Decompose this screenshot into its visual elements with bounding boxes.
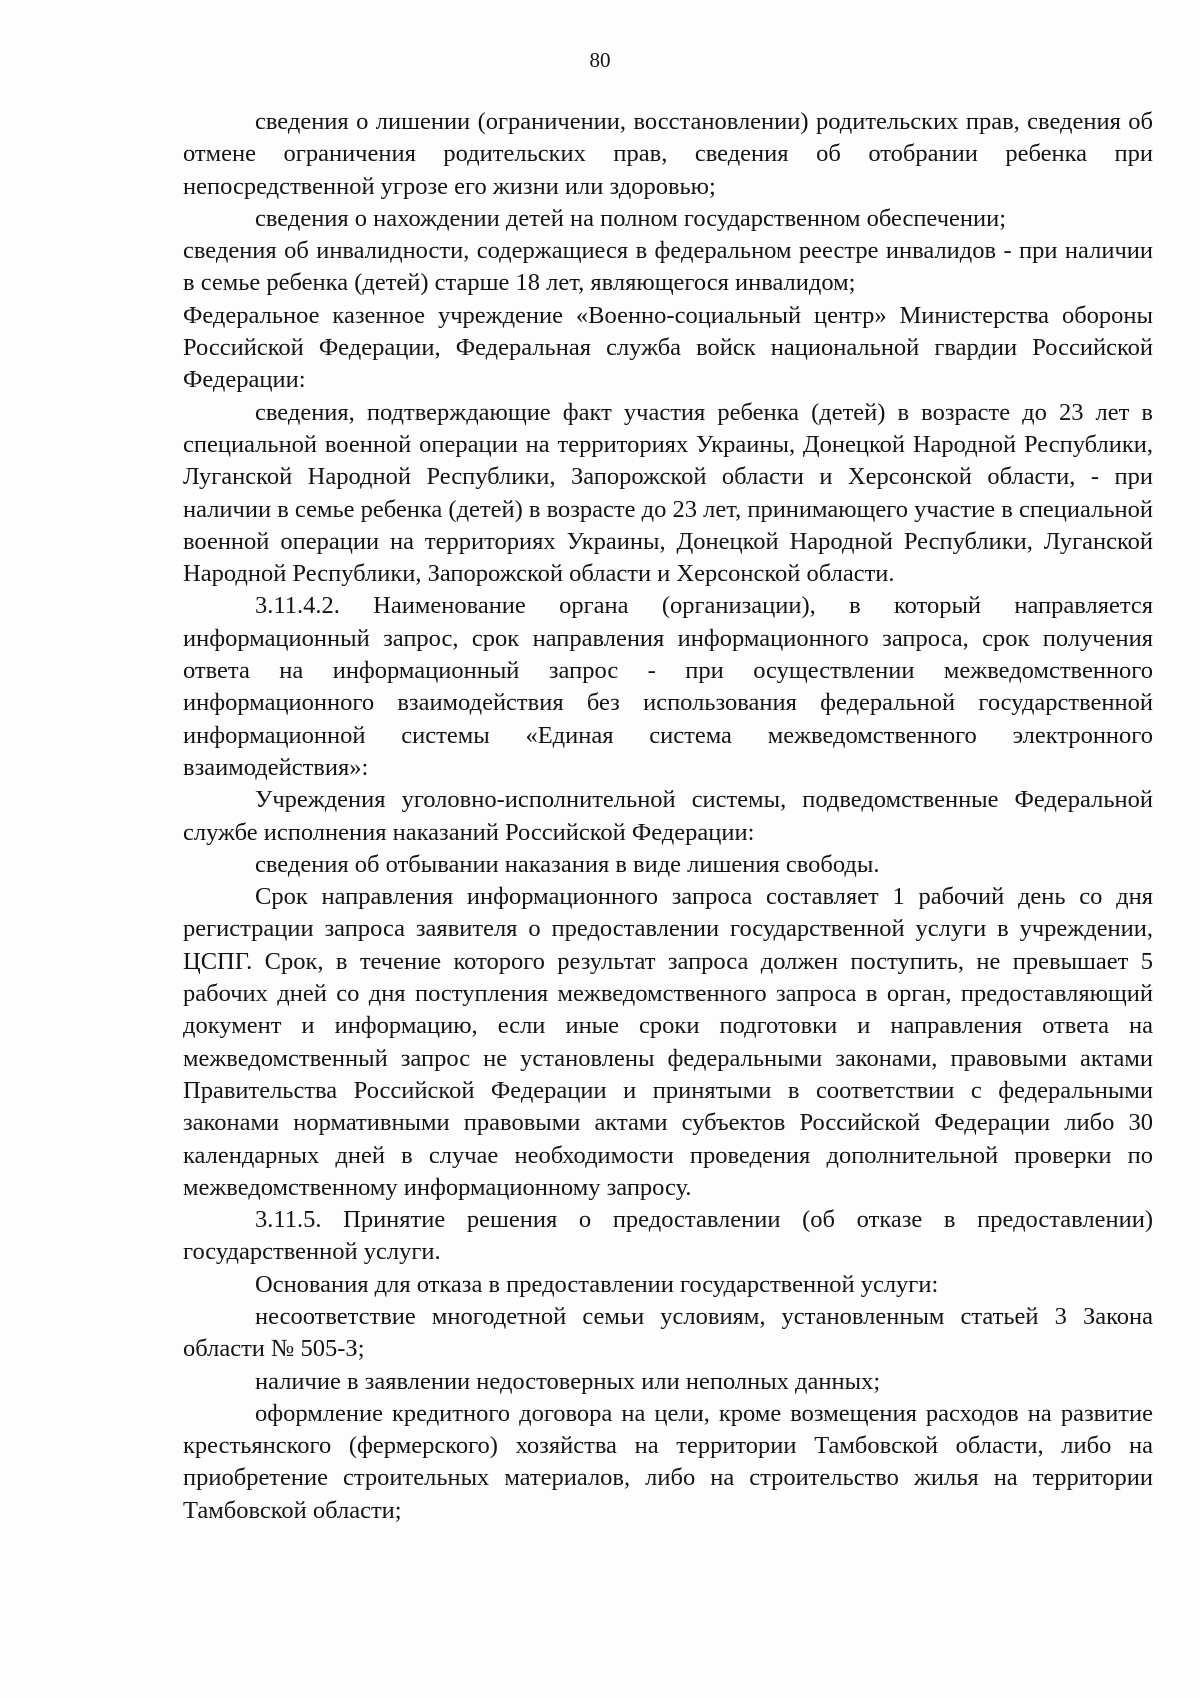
paragraph: Федеральное казенное учреждение «Военно-социальный центр» Министерства обороны Российской Федерации, Федеральная служба войск национальной гвардии Российской Федерации: (183, 301, 1153, 394)
paragraph: сведения о лишении (ограничении, восстановлении) родительских прав, сведения об отмене ограничения родительских прав, сведения об отобрании ребенка при непосредственной угрозе его жизни или здоровью; (183, 108, 1153, 200)
paragraph: сведения об отбывании наказания в виде лишения свободы. (255, 850, 880, 878)
paragraph: Основания для отказа в предоставлении государственной услуги: (255, 1270, 939, 1298)
paragraph: Учреждения уголовно-исполнительной системы, подведомственные Федеральной службе исполнения наказаний Российской Федерации: (183, 786, 1153, 846)
paragraph: 3.11.4.2. Наименование органа (организации), в который направляется информационный запрос, срок направления информационного запроса, срок получения ответа на информационный запрос - при осуществлении межведомственного информационного взаимодействия без использования федеральной государственной информационной системы «Единая система межведомственного электронного взаимодействия»: (183, 592, 1153, 781)
paragraph: несоответствие многодетной семьи условиям, установленным статьей 3 Закона области № 505-З; (183, 1302, 1153, 1363)
paragraph: сведения, подтверждающие факт участия ребенка (детей) в возрасте до 23 лет в специальной военной операции на территориях Украины, Донецкой Народной Республики, Луганской Народной Республики, Запорожской области и Херсонской области, - при наличии в семье ребенка (детей) в возрасте до 23 лет, принимающего участие в специальной военной операции на территориях Украины, Донецкой Народной Республики, Луганской Народной Республики, Запорожской области и Херсонской области. (183, 398, 1153, 588)
page-number: 80 (589, 48, 611, 72)
paragraph: сведения об инвалидности, содержащиеся в федеральном реестре инвалидов - при наличии в семье ребенка (детей) старше 18 лет, являющегося инвалидом; (183, 237, 1153, 297)
paragraph: оформление кредитного договора на цели, кроме возмещения расходов на развитие крестьянского (фермерского) хозяйства на территории Тамбовской области, либо на приобретение строительных материалов, либо на строительство жилья на территории Тамбовской области; (183, 1399, 1153, 1524)
paragraph: Срок направления информационного запроса составляет 1 рабочий день со дня регистрации запроса заявителя о предоставлении государственной услуги в учреждении, ЦСПГ. Срок, в течение которого результат запроса должен поступить, не превышает 5 рабочих дней со дня поступления межведомственного запроса в орган, предоставляющий документ и информацию, если иные сроки подготовки и направления ответа на межведомственный запрос не установлены федеральными законами, правовыми актами Правительства Российской Федерации и принятыми в соответствии с федеральными законами нормативными правовыми актами субъектов Российской Федерации либо 30 календарных дней в случае необходимости проведения дополнительной проверки по межведомственному информационному запросу. (183, 883, 1153, 1201)
paragraph: наличие в заявлении недостоверных или неполных данных; (255, 1367, 881, 1395)
document-body (183, 106, 1153, 1527)
paragraph: 3.11.5. Принятие решения о предоставлении (об отказе в предоставлении) государственной услуги. (183, 1206, 1153, 1266)
paragraph: сведения о нахождении детей на полном государственном обеспечении; (255, 204, 1007, 232)
